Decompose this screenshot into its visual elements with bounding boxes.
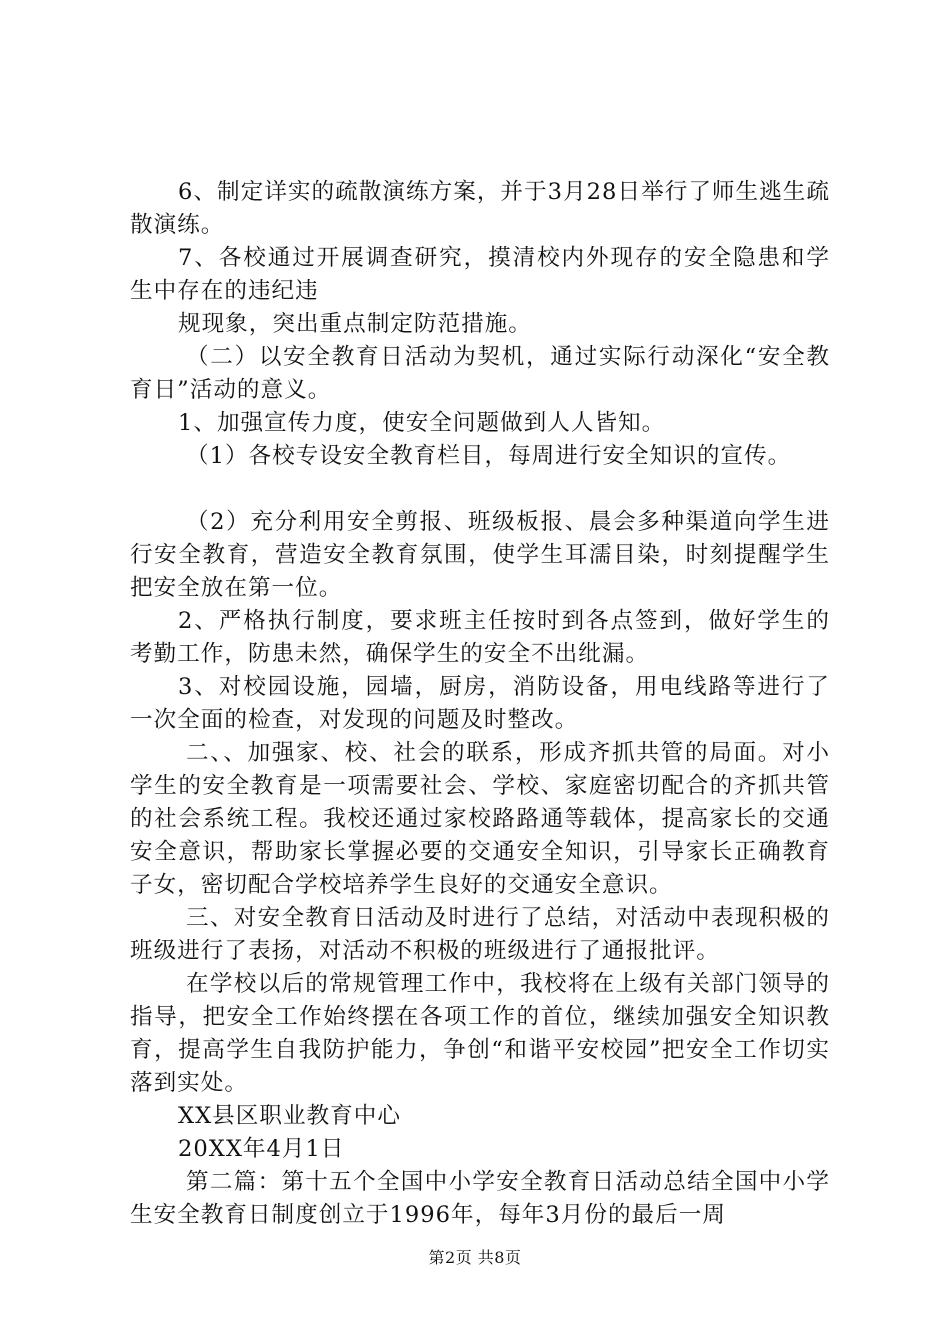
signature-date: 20XX年4月1日 xyxy=(178,1136,345,1162)
paragraph-safety-channels: （2）充分利用安全剪报、班级板报、晨会多种渠道向学生进行安全教育，营造安全教育氛围，使学生耳濡目染，时刻提醒学生把安全放在第一位。 xyxy=(130,509,830,601)
paragraph-section-two-heading: （二）以安全教育日活动为契机，通过实际行动深化“安全教育日”活动的意义。 xyxy=(130,344,830,403)
paragraph-prevention-measures: 规现象，突出重点制定防范措施。 xyxy=(178,311,532,337)
paragraph-second-article: 第二篇：第十五个全国中小学安全教育日活动总结全国中小学生安全教育日制度创立于1996年，每年3月份的最后一周 xyxy=(130,1169,830,1228)
paragraph-investigation: 7、各校通过开展调查研究，摸清校内外现存的安全隐患和学生中存在的违纪违 xyxy=(130,245,830,304)
paragraph-future-work: 在学校以后的常规管理工作中，我校将在上级有关部门领导的指导，把安全工作始终摆在各项工作的首位，继续加强安全知识教育，提高学生自我防护能力，争创“和谐平安校园”把安全工作切实落到实处。 xyxy=(130,971,830,1096)
paragraph-home-school-cooperation: 二、、加强家、校、社会的联系，形成齐抓共管的局面。对小学生的安全教育是一项需要社会、学校、家庭密切配合的齐抓共管的社会系统工程。我校还通过家校路路通等载体，提高家长的交通安全意识，帮助家长掌握必要的交通安全知识，引导家长正确教育子女，密切配合学校培养学生良好的交通安全意识。 xyxy=(130,740,830,898)
signature-organization: XX县区职业教育中心 xyxy=(178,1103,401,1129)
paragraph-facility-inspection: 3、对校园设施，园墙，厨房，消防设备，用电线路等进行了一次全面的检查，对发现的问题及时整改。 xyxy=(130,674,830,733)
paragraph-publicity: 1、加强宣传力度，使安全问题做到人人皆知。 xyxy=(178,410,666,436)
document-body xyxy=(130,176,830,1232)
paragraph-evacuation-drill: 6、制定详实的疏散演练方案，并于3月28日举行了师生逃生疏散演练。 xyxy=(130,179,830,238)
page-number: 第2页 共8页 xyxy=(428,1248,522,1267)
paragraph-attendance-system: 2、严格执行制度，要求班主任按时到各点签到，做好学生的考勤工作，防患未然，确保学生的安全不出纰漏。 xyxy=(130,608,830,667)
paragraph-safety-column: （1）各校专设安全教育栏目，每周进行安全知识的宣传。 xyxy=(186,443,792,469)
paragraph-activity-summary: 三、对安全教育日活动及时进行了总结，对活动中表现积极的班级进行了表扬，对活动不积极的班级进行了通报批评。 xyxy=(130,905,830,964)
